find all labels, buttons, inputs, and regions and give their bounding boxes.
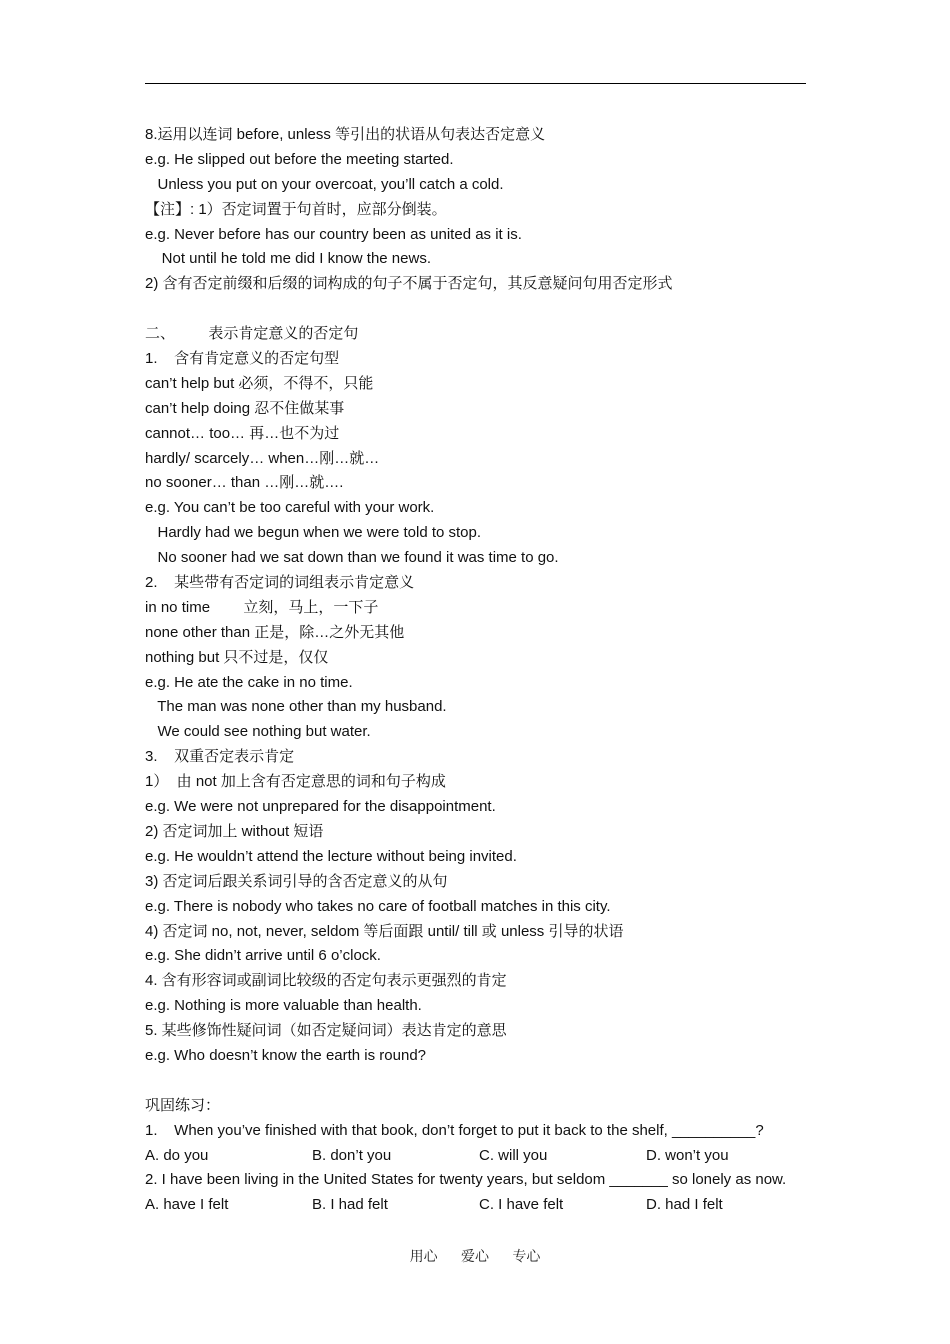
text-line: e.g. He wouldn’t attend the lecture without being invited. xyxy=(145,847,517,865)
text-line: 二、 表示肯定意义的否定句 xyxy=(145,325,359,343)
option-a: A. have I felt xyxy=(145,1196,229,1214)
text-line: e.g. He ate the cake in no time. xyxy=(145,673,353,691)
option-a: A. do you xyxy=(145,1146,209,1164)
text-line: e.g. She didn’t arrive until 6 o’clock. xyxy=(145,947,381,965)
exercise-2 xyxy=(145,1168,815,1218)
text-line: 3. 双重否定表示肯定 xyxy=(145,748,295,766)
text-line: can’t help doing 忍不住做某事 xyxy=(145,399,345,417)
text-line: 5. 某些修饰性疑问词（如否定疑问词）表达肯定的意思 xyxy=(145,1022,507,1040)
text-line: 1） 由 not 加上含有否定意思的词和句子构成 xyxy=(145,773,446,791)
text-line: no sooner… than …刚…就…. xyxy=(145,474,344,492)
text-line: 【注】: 1）否定词置于句首时，应部分倒装。 xyxy=(145,200,447,218)
text-line: 8.运用以连词 before, unless 等引出的状语从句表达否定意义 xyxy=(145,126,546,143)
text-line: 1. 含有肯定意义的否定句型 xyxy=(145,350,340,368)
text-line: 3) 否定词后跟关系词引导的含否定意义的从句 xyxy=(145,872,448,890)
text-line: 2) 含有否定前缀和后缀的词构成的句子不属于否定句，其反意疑问句用否定形式 xyxy=(145,275,673,293)
text-line: No sooner had we sat down than we found it was time to go. xyxy=(145,549,559,567)
blank-line xyxy=(145,297,815,322)
text-line: e.g. He slipped out before the meeting started. xyxy=(145,150,454,168)
text-line: 4. 含有形容词或副词比较级的否定句表示更强烈的肯定 xyxy=(145,972,507,990)
text-line: Hardly had we begun when we were told to stop. xyxy=(145,524,482,542)
text-line: 2. 某些带有否定词的词组表示肯定意义 xyxy=(145,574,415,592)
text-line: in no time 立刻，马上，一下子 xyxy=(145,598,379,616)
option-b: B. I had felt xyxy=(312,1196,388,1214)
text-line: e.g. You can’t be too careful with your work. xyxy=(145,499,435,517)
option-c: C. will you xyxy=(479,1146,548,1164)
text-line: Unless you put on your overcoat, you’ll catch a cold. xyxy=(145,175,504,193)
option-c: C. I have felt xyxy=(479,1196,564,1214)
text-line: Not until he told me did I know the news. xyxy=(145,250,431,268)
option-d: D. won’t you xyxy=(646,1146,729,1164)
exercise-options xyxy=(145,1144,815,1169)
text-line: can’t help but 必须，不得不，只能 xyxy=(145,374,374,392)
option-d: D. had I felt xyxy=(646,1196,723,1214)
page-footer: 用心 爱心 专心 xyxy=(409,1248,541,1264)
text-line: hardly/ scarcely… when…刚…就… xyxy=(145,449,380,467)
blank-line xyxy=(145,1069,815,1094)
exercise-options xyxy=(145,1193,815,1218)
text-line: 巩固练习： xyxy=(145,1096,221,1114)
text-line: e.g. There is nobody who takes no care of football matches in this city. xyxy=(145,897,611,915)
text-line: none other than 正是，除…之外无其他 xyxy=(145,623,405,641)
document-body xyxy=(145,123,815,1218)
text-line: e.g. Nothing is more valuable than health. xyxy=(145,997,422,1015)
text-line: We could see nothing but water. xyxy=(145,723,371,741)
exercise-question: 2. I have been living in the United States for twenty years, but seldom _______ so lonely as now. xyxy=(145,1171,787,1189)
header-rule xyxy=(145,83,806,84)
option-b: B. don’t you xyxy=(312,1146,392,1164)
text-line: cannot… too… 再…也不为过 xyxy=(145,424,340,442)
exercise-1 xyxy=(145,1119,815,1169)
text-line: nothing but 只不过是，仅仅 xyxy=(145,648,329,666)
exercise-question: 1. When you’ve finished with that book, don’t forget to put it back to the shelf, __________? xyxy=(145,1121,764,1139)
text-line: The man was none other than my husband. xyxy=(145,698,447,716)
text-line: 2) 否定词加上 without 短语 xyxy=(145,822,324,840)
text-lines xyxy=(145,123,815,1119)
text-line: e.g. Who doesn’t know the earth is round? xyxy=(145,1046,427,1064)
text-line: e.g. We were not unprepared for the disappointment. xyxy=(145,798,496,816)
text-line: e.g. Never before has our country been as united as it is. xyxy=(145,225,522,243)
text-line: 4) 否定词 no, not, never, seldom 等后面跟 until/ till 或 unless 引导的状语 xyxy=(145,922,624,940)
